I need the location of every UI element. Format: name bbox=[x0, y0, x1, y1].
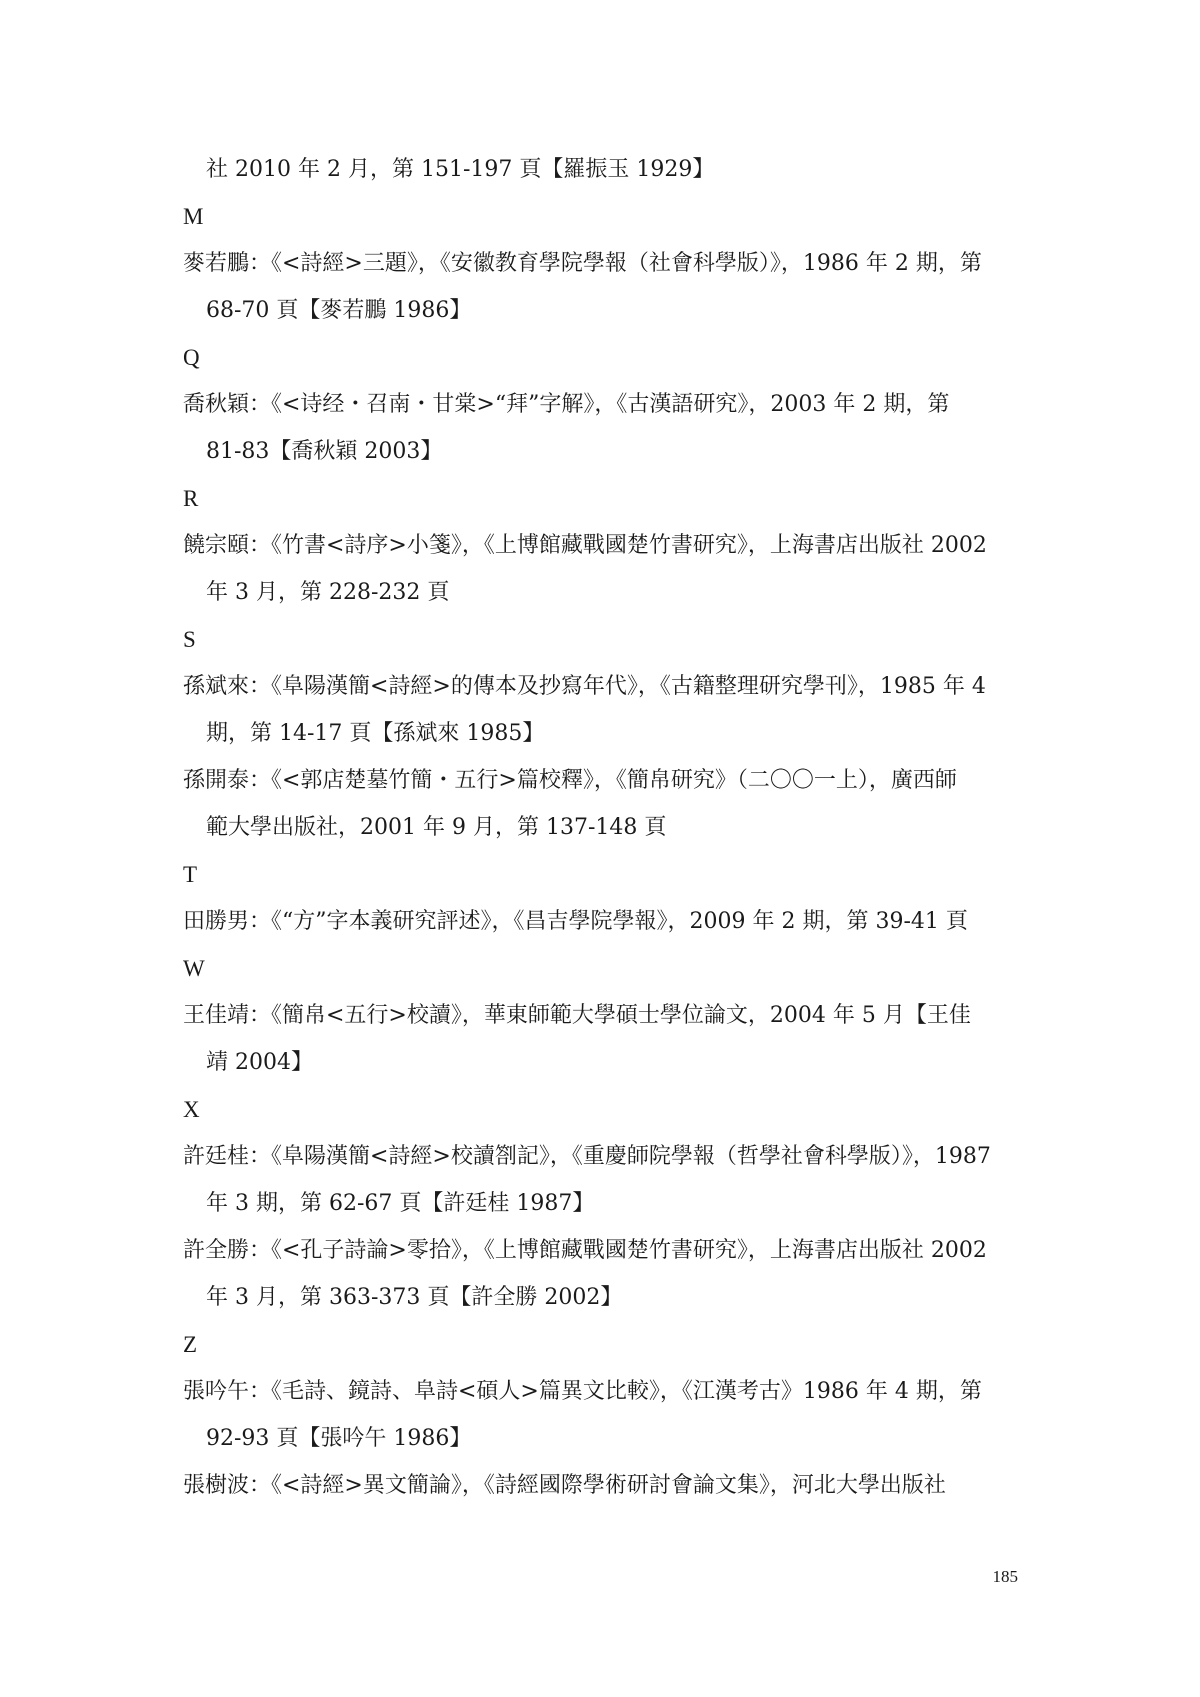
bib-entry-line: 許廷桂：《阜陽漢簡<詩經>校讀劄記》，《重慶師院學報（哲學社會科學版）》，1987 bbox=[183, 1144, 991, 1169]
section-letter: M bbox=[183, 204, 204, 229]
section-letter: R bbox=[183, 486, 199, 511]
bib-entry-line: 許全勝：《<孔子詩論>零拾》，《上博館藏戰國楚竹書研究》，上海書店出版社 2002 bbox=[183, 1238, 987, 1263]
bib-entry-line: 饒宗頤：《竹書<詩序>小箋》，《上博館藏戰國楚竹書研究》，上海書店出版社 2002 bbox=[183, 533, 987, 558]
bib-continuation-line: 年 3 月，第 363-373 頁【許全勝 2002】 bbox=[206, 1285, 623, 1310]
bib-entry-line: 張樹波：《<詩經>異文簡論》，《詩經國際學術研討會論文集》，河北大學出版社 bbox=[183, 1473, 946, 1498]
section-letter: X bbox=[183, 1097, 200, 1122]
bib-continuation-line: 年 3 期，第 62-67 頁【許廷桂 1987】 bbox=[206, 1191, 595, 1216]
section-letter: S bbox=[183, 627, 196, 652]
bib-entry-line: 孫斌來：《阜陽漢簡<詩經>的傳本及抄寫年代》，《古籍整理研究學刊》，1985 年 4 bbox=[183, 674, 986, 699]
bib-entry-line: 孫開泰：《<郭店楚墓竹簡・五行>篇校釋》，《簡帛研究》（二〇〇一上），廣西師 bbox=[183, 768, 957, 793]
bib-continuation-line: 期，第 14-17 頁【孫斌來 1985】 bbox=[206, 721, 545, 746]
bib-continuation-line: 年 3 月，第 228-232 頁 bbox=[206, 580, 450, 605]
bib-continuation-line: 81-83【喬秋穎 2003】 bbox=[206, 439, 443, 464]
section-letter: W bbox=[183, 956, 205, 981]
bib-continuation-line: 92-93 頁【張吟午 1986】 bbox=[206, 1426, 472, 1451]
bibliography-list bbox=[183, 146, 1018, 1509]
bib-continuation-line: 社 2010 年 2 月，第 151-197 頁【羅振玉 1929】 bbox=[206, 157, 715, 182]
section-letter: T bbox=[183, 862, 198, 887]
page-number: 185 bbox=[992, 1567, 1018, 1586]
bib-continuation-line: 靖 2004】 bbox=[206, 1050, 313, 1075]
bib-entry-line: 王佳靖：《簡帛<五行>校讀》，華東師範大學碩士學位論文，2004 年 5 月【王佳 bbox=[183, 1003, 971, 1028]
bib-entry-line: 田勝男：《“方”字本義研究評述》，《昌吉學院學報》，2009 年 2 期，第 39-41 頁 bbox=[183, 909, 968, 934]
bib-entry-line: 麥若鵬：《<詩經>三題》，《安徽教育學院學報（社會科學版）》，1986 年 2 期，第 bbox=[183, 251, 982, 276]
bib-continuation-line: 範大學出版社，2001 年 9 月，第 137-148 頁 bbox=[206, 815, 667, 840]
bib-entry-line: 喬秋穎：《<诗经・召南・甘棠>“拜”字解》，《古漢語研究》，2003 年 2 期，第 bbox=[183, 392, 950, 417]
section-letter: Z bbox=[183, 1332, 198, 1357]
bib-entry-line: 張吟午：《毛詩、鏡詩、阜詩<碩人>篇異文比較》，《江漢考古》1986 年 4 期，第 bbox=[183, 1379, 982, 1404]
bib-continuation-line: 68-70 頁【麥若鵬 1986】 bbox=[206, 298, 472, 323]
section-letter: Q bbox=[183, 345, 200, 370]
